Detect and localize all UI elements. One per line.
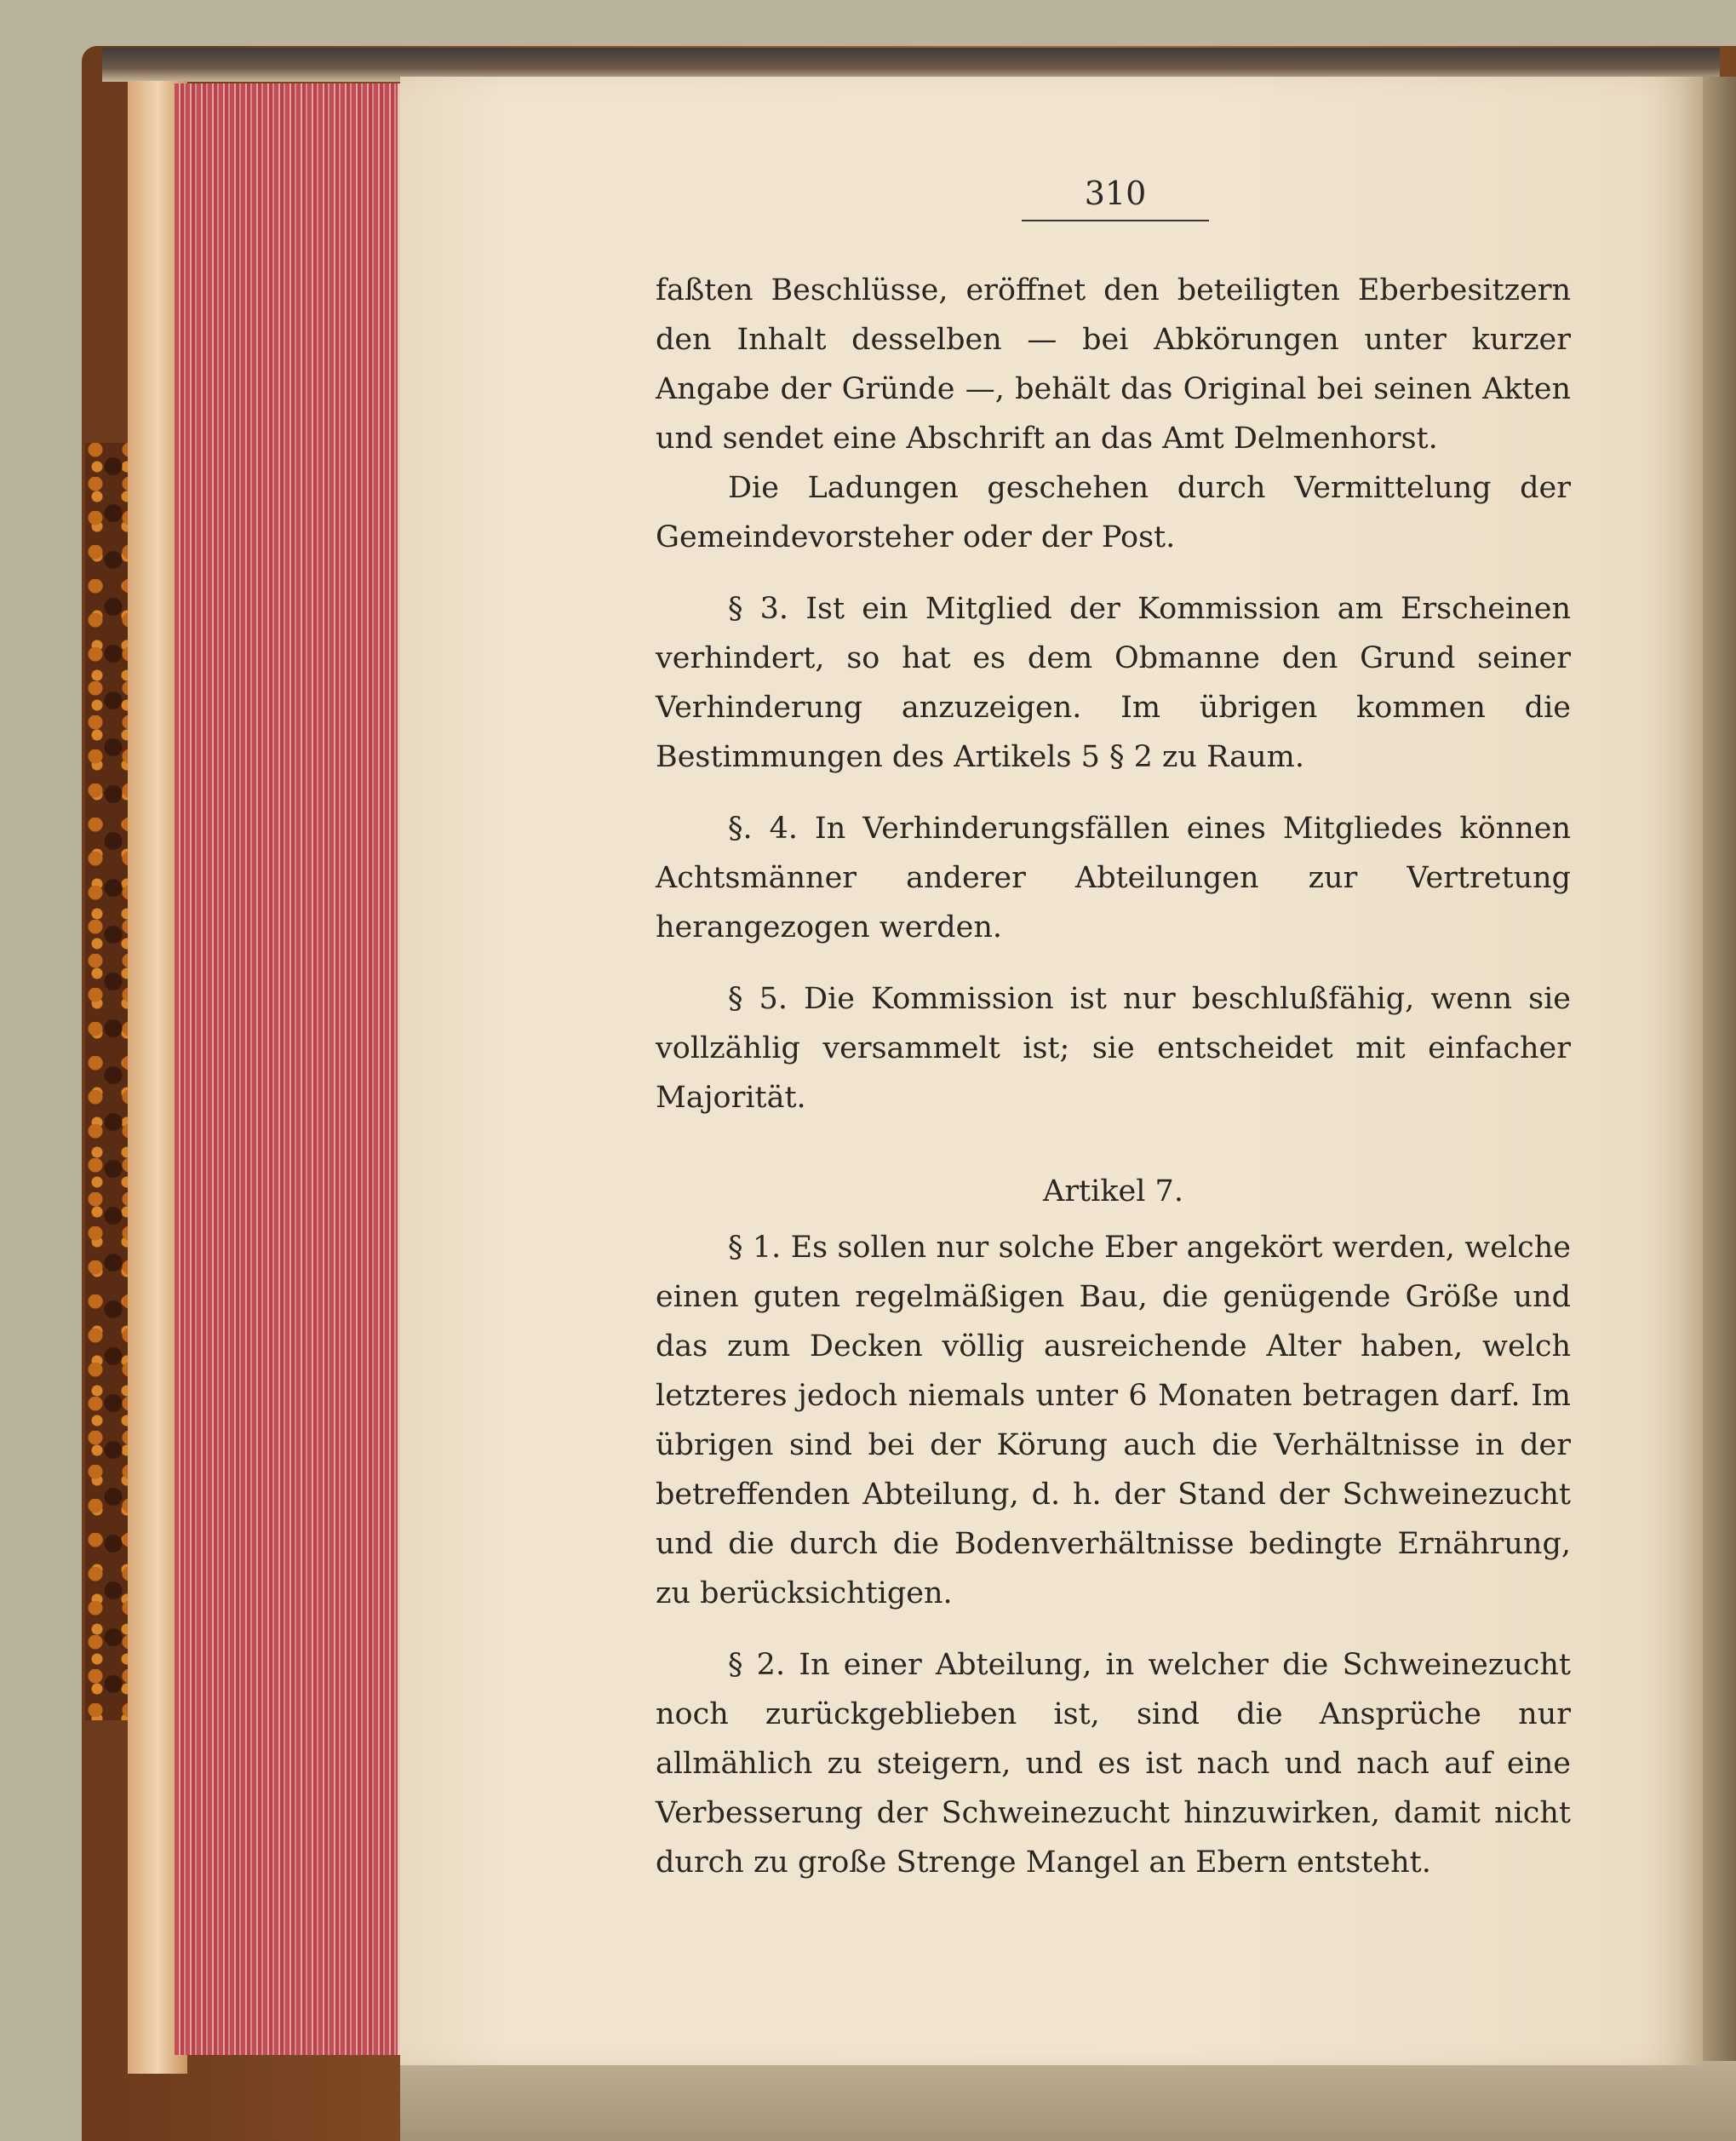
paragraph-1: faßten Beschlüsse, eröffnet den beteiligten Eberbesitzern den Inhalt desselben — bei Abkörungen unter kurzer Angabe der Gründe —, behält das Original bei seinen Akten und sendet eine Abschrift an das Amt Delmenhorst. [656,273,1571,456]
paragraph-3: § 3. Ist ein Mitglied der Kommission am Erscheinen verhindert, so hat es dem Obmanne den Grund seiner Verhinderung anzuzeigen. Im übrigen kommen die Bestimmungen des Artikels 5 § 2 zu Raum. [656,592,1571,774]
paragraph-7: § 2. In einer Abteilung, in welcher die Schweinezucht noch zurückgeblieben ist, sind die Ansprüche nur allmählich zu steigern, und es ist nach und nach auf eine Verbesserung der Schweinezucht hinzuwirken, damit nicht durch zu große Strenge Mangel an Ebern entsteht. [656,1648,1571,1880]
paragraph-4: §. 4. In Verhinderungsfällen eines Mitgliedes können Achtsmänner anderer Abteilungen zur Vertretung herangezogen werden. [656,812,1571,944]
page-number: 310 [1084,175,1147,212]
bottom-shadow [400,2061,1736,2141]
paragraph-5: § 5. Die Kommission ist nur beschlußfähig, wenn sie vollzählig versammelt ist; sie entscheidet mit einfacher Majorität. [656,982,1571,1115]
page-text [656,266,1571,1887]
page-edges-stack [175,83,413,2055]
paragraph-2: Die Ladungen geschehen durch Vermittelung der Gemeindevorsteher oder der Post. [656,471,1571,554]
page-number-rule [1022,220,1209,221]
paragraph-6: § 1. Es sollen nur solche Eber angekört werden, welche einen guten regelmäßigen Bau, die genügende Größe und das zum Decken völlig ausreichende Alter haben, welch letzteres jedoch niemals unter 6 Monaten betragen darf. Im übrigen sind bei der Körung auch die Verhältnisse in der betreffenden Abteilung, d. h. der Stand der Schweinezucht und die durch die Bodenverhältnisse bedingte Ernährung, zu berücksichtigen. [656,1231,1571,1610]
article-heading: Artikel 7. [1043,1174,1183,1208]
